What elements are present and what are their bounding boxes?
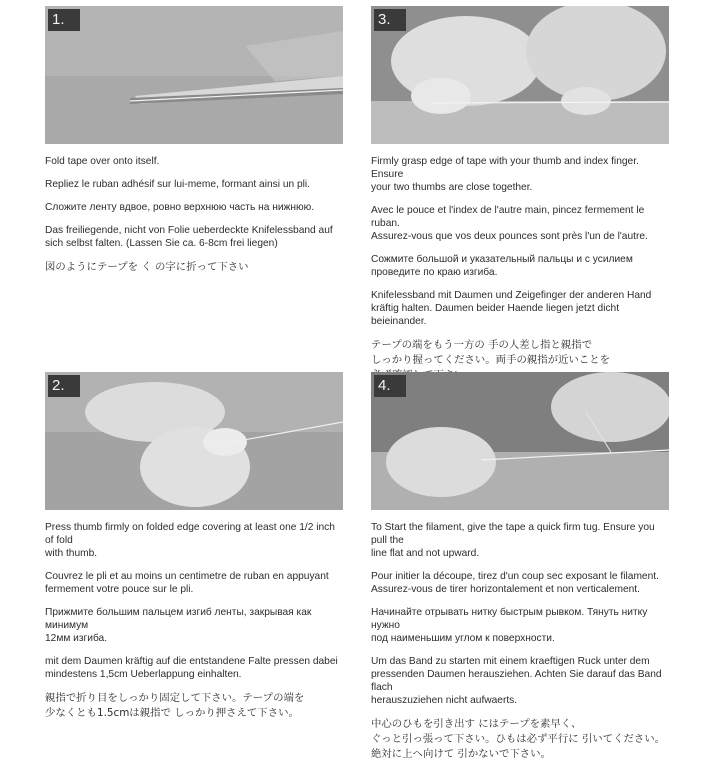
instruction-french: Couvrez le pli et au moins un centimetre de ruban en appuyant fermement votre pouce sur le pli.	[45, 571, 329, 595]
instruction-russian: Сложите ленту вдвое, ровно верхнюю часть на нижнюю.	[45, 202, 315, 213]
folded-tape-illustration	[45, 6, 343, 144]
instruction-german: mit dem Daumen kräftig auf die entstandene Falte pressen dabei mindestens 1,5cm Ueberlappung einhalten.	[45, 656, 338, 680]
instruction-russian: Начинайте отрывать нитку быстрым рывком. Тянуть нитку нужно под наименьшим углом к поверхности.	[371, 607, 648, 644]
instruction-french: Avec le pouce et l'index de l'autre main, pincez fermement le ruban. Assurez-vous que vos deux pounces sont près l'un de l'autre.	[371, 205, 648, 242]
pull-filament-illustration	[371, 372, 669, 510]
instruction-russian: Сожмите большой и указательный пальцы и с усилием проведите по краю изгиба.	[371, 254, 633, 278]
step-2	[45, 372, 343, 731]
instruction-russian: Прижмите большим пальцем изгиб ленты, закрывая как минимум 12мм изгиба.	[45, 607, 312, 644]
step-4-text	[371, 510, 669, 762]
step-2-text	[45, 510, 343, 721]
instruction-japanese: 中心のひもを引き出す にはテープを素早く、 ぐっと引っ張って下さい。ひもは必ず平行に 引いてください。 絶対に上へ向けて 引かないで下さい。	[371, 718, 666, 760]
instruction-japanese: テープの端をもう一方の 手の人差し指と親指で しっかり握ってください。両手の親指が近いことを	[371, 339, 610, 366]
instruction-german: Knifelessband mit Daumen und Zeigefinger der anderen Hand kräftig halten. Daumen beider Haende liegen jetzt dicht beieinander.	[371, 290, 652, 327]
step-1-photo	[45, 6, 343, 144]
instruction-japanese: 図のようにテープを く の字に折って下さい	[45, 261, 249, 273]
grasp-tape-illustration	[371, 6, 669, 144]
step-4-photo	[371, 372, 669, 510]
step-number-badge: 2.	[48, 375, 80, 397]
step-1-text	[45, 144, 343, 275]
press-thumb-illustration	[45, 372, 343, 510]
step-3-text	[371, 144, 669, 383]
instruction-japanese: 親指で折り目をしっかり固定して下さい。テープの端を 少なくとも1.5cmは親指で しっかり押さえて下さい。	[45, 692, 305, 719]
step-1	[45, 6, 343, 285]
instruction-english: Press thumb firmly on folded edge covering at least one 1/2 inch of fold with thumb.	[45, 522, 335, 559]
instruction-french: Repliez le ruban adhésif sur lui-meme, formant ainsi un pli.	[45, 179, 310, 190]
step-number-badge: 1.	[48, 9, 80, 31]
instruction-german: Das freiliegende, nicht von Folie ueberdeckte Knifelessband auf sich selbst falten. (Lassen Sie ca. 6-8cm frei liegen)	[45, 225, 333, 249]
instruction-french: Pour initier la découpe, tirez d'un coup sec exposant le filament. Assurez-vous de tirer horizontalement et non verticalement.	[371, 571, 659, 595]
step-3	[371, 6, 669, 393]
step-number-badge: 4.	[374, 375, 406, 397]
step-4	[371, 372, 669, 772]
step-3-photo	[371, 6, 669, 144]
instruction-english: Firmly grasp edge of tape with your thumb and index finger. Ensure your two thumbs are close together.	[371, 156, 639, 193]
step-number-badge: 3.	[374, 9, 406, 31]
instruction-english: Fold tape over onto itself.	[45, 156, 160, 167]
instruction-german: Um das Band zu starten mit einem kraeftigen Ruck unter dem pressenden Daumen herausziehen. Achten Sie darauf das Band flach herauszuziehen nicht aufwaerts.	[371, 656, 662, 706]
instruction-english: To Start the filament, give the tape a quick firm tug. Ensure you pull the line flat and not upward.	[371, 522, 655, 559]
step-2-photo	[45, 372, 343, 510]
